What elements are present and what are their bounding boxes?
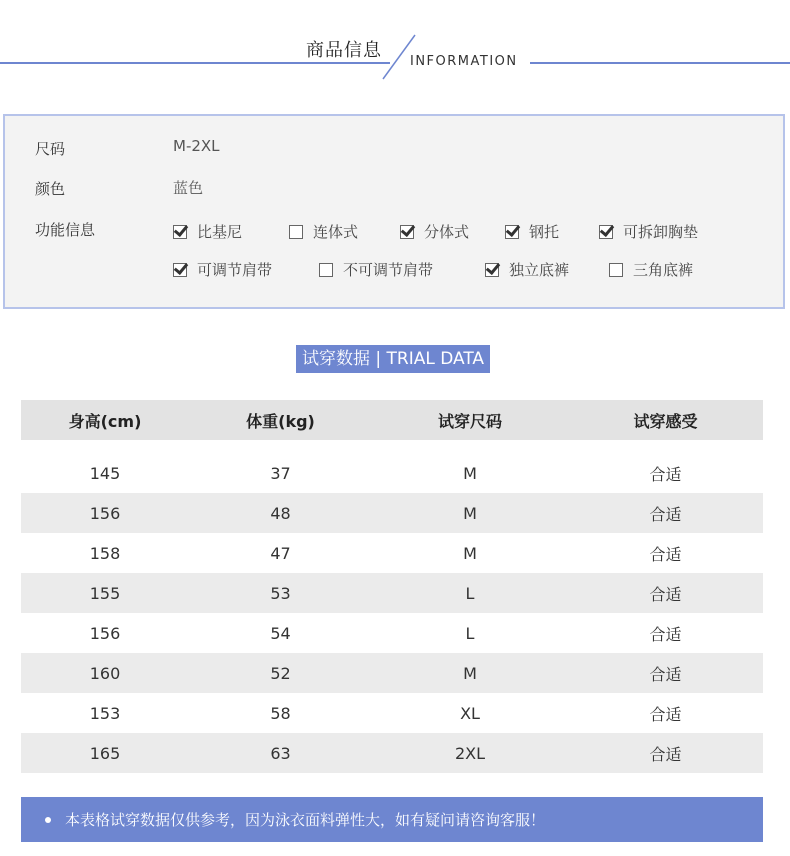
cell-height: 145	[89, 463, 121, 483]
cell-weight: 58	[270, 703, 291, 723]
cell-weight: 47	[270, 543, 291, 563]
feature-option	[599, 221, 698, 242]
header-rule-left	[0, 62, 390, 64]
table-row	[21, 613, 763, 653]
cell-height: 158	[89, 543, 121, 563]
feature-option	[173, 259, 272, 280]
table-row	[21, 573, 763, 613]
feature-option	[289, 221, 358, 242]
feature-option	[609, 259, 693, 280]
feature-label: 不可调节肩带	[343, 261, 434, 279]
cell-height: 156	[89, 623, 121, 643]
cell-height: 153	[89, 703, 121, 723]
checkbox-icon	[173, 225, 187, 239]
table-header	[21, 400, 763, 440]
checkbox-icon	[400, 225, 414, 239]
product-info-box	[3, 114, 785, 309]
cell-feel: 合适	[649, 504, 682, 524]
cell-size: L	[465, 623, 475, 643]
cell-size: M	[463, 463, 477, 483]
checkbox-icon	[173, 263, 187, 277]
feature-label: 三角底裤	[633, 261, 694, 279]
checkbox-icon	[289, 225, 303, 239]
header-rule-right	[530, 62, 790, 64]
cell-weight: 54	[270, 623, 291, 643]
size-label: 尺码	[35, 140, 66, 158]
checkbox-icon	[599, 225, 613, 239]
cell-size: 2XL	[454, 743, 486, 763]
feature-label: 分体式	[424, 223, 470, 241]
checkbox-icon	[609, 263, 623, 277]
cell-feel: 合适	[649, 464, 682, 484]
cell-feel: 合适	[649, 584, 682, 604]
cell-size: M	[463, 663, 477, 683]
cell-weight: 53	[270, 583, 291, 603]
feature-option	[400, 221, 469, 242]
column-header-height: 身高(cm)	[68, 411, 142, 431]
trial-data-title: 试穿数据 | TRIAL DATA	[296, 345, 490, 373]
cell-height: 156	[89, 503, 121, 523]
color-value: 蓝色	[173, 179, 204, 197]
cell-feel: 合适	[649, 544, 682, 564]
feature-option	[485, 259, 569, 280]
feature-label: 钢托	[529, 223, 560, 241]
header-title: 商品信息	[306, 40, 382, 61]
table-row	[21, 493, 763, 533]
checkbox-icon	[319, 263, 333, 277]
cell-size: XL	[460, 703, 480, 723]
features-label: 功能信息	[35, 221, 96, 239]
feature-label: 连体式	[313, 223, 359, 241]
cell-weight: 63	[270, 743, 291, 763]
cell-height: 160	[89, 663, 121, 683]
feature-label: 可调节肩带	[197, 261, 273, 279]
section-header	[0, 0, 790, 90]
disclaimer-note	[21, 797, 763, 842]
column-header-feel: 试穿感受	[633, 411, 698, 431]
table-row	[21, 453, 763, 493]
table-row	[21, 693, 763, 733]
column-header-weight: 体重(kg)	[246, 411, 315, 431]
cell-size: L	[465, 583, 475, 603]
cell-height: 165	[89, 743, 121, 763]
table-row	[21, 533, 763, 573]
cell-feel: 合适	[649, 624, 682, 644]
table-row	[21, 653, 763, 693]
column-header-size: 试穿尺码	[437, 411, 502, 431]
cell-weight: 52	[270, 663, 291, 683]
cell-feel: 合适	[649, 664, 682, 684]
cell-size: M	[463, 543, 477, 563]
feature-label: 比基尼	[197, 223, 243, 241]
cell-weight: 48	[270, 503, 291, 523]
trial-data-table	[21, 400, 763, 773]
color-label: 颜色	[35, 180, 66, 198]
cell-height: 155	[89, 583, 121, 603]
feature-option	[505, 221, 559, 242]
feature-option	[173, 221, 242, 242]
table-row	[21, 733, 763, 773]
cell-feel: 合适	[649, 744, 682, 764]
feature-option	[319, 259, 433, 280]
cell-size: M	[463, 503, 477, 523]
disclaimer-text: 本表格试穿数据仅供参考，因为泳衣面料弹性大，如有疑问请咨询客服！	[65, 811, 546, 829]
checkbox-icon	[485, 263, 499, 277]
feature-label: 独立底裤	[509, 261, 570, 279]
header-subtitle: INFORMATION	[410, 54, 518, 69]
cell-weight: 37	[270, 463, 291, 483]
cell-feel: 合适	[649, 704, 682, 724]
checkbox-icon	[505, 225, 519, 239]
feature-label: 可拆卸胸垫	[623, 223, 699, 241]
size-value: M-2XL	[173, 137, 220, 155]
bullet-icon	[45, 817, 51, 823]
